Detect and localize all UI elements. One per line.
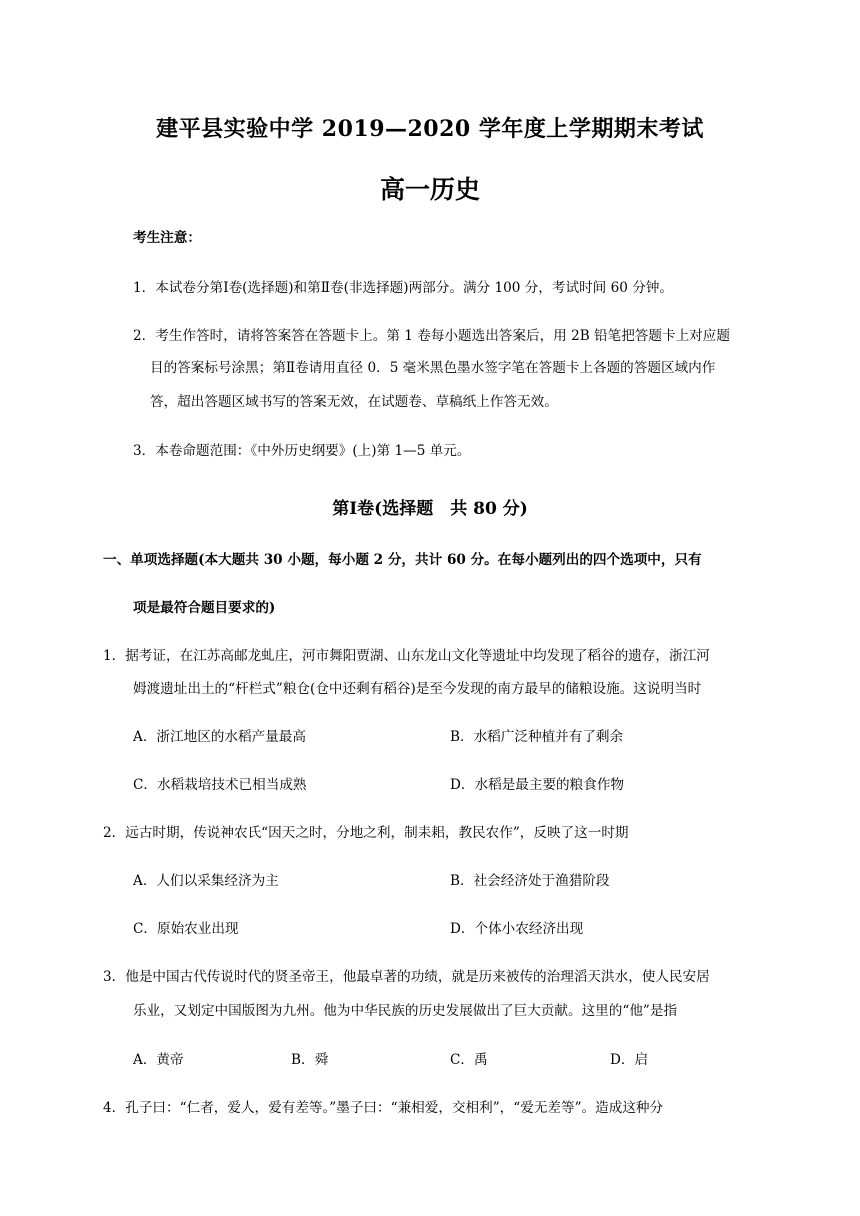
part-heading-line-2: 项是最符合题目要求的) [133, 600, 276, 616]
question-4-stem-line-1: 4．孔子曰：“仁者，爱人，爱有差等。”墨子曰：“兼相爱，交相利”，“爱无差等”。造成这种分 [103, 1100, 664, 1116]
question-1-option-a: A．浙江地区的水稻产量最高 [133, 729, 306, 745]
question-1-stem-line-1: 1．据考证，在江苏高邮龙虬庄，河市舞阳贾湖、山东龙山文化等遗址中均发现了稻谷的遗存，浙江河 [103, 648, 710, 664]
question-2-option-c: C．原始农业出现 [133, 921, 239, 937]
question-1-option-d: D．水稻是最主要的粮食作物 [450, 777, 625, 793]
notice-item-2-line-3: 答，超出答题区域书写的答案无效，在试题卷、草稿纸上作答无效。 [150, 394, 558, 410]
question-1-option-b: B．水稻广泛种植并有了剩余 [450, 729, 624, 745]
question-2-option-a: A．人们以采集经济为主 [133, 873, 279, 889]
question-2-option-b: B．社会经济处于渔猎阶段 [450, 873, 610, 889]
question-3-stem-line-1: 3．他是中国古代传说时代的贤圣帝王，他最卓著的功绩，就是历来被传的治理滔天洪水，使人民安居 [103, 969, 710, 985]
question-1-stem-line-2: 姆渡遗址出土的“杆栏式”粮仓(仓中还剩有稻谷)是至今发现的南方最早的储粮设施。这说明当时 [133, 681, 702, 697]
part-heading-line-1: 一、单项选择题(本大题共 30 小题，每小题 2 分，共计 60 分。在每小题列出的四个选项中，只有 [103, 552, 702, 568]
notice-item-1: 1．本试卷分第Ⅰ卷(选择题)和第Ⅱ卷(非选择题)两部分。满分 100 分，考试时间 60 分钟。 [133, 280, 673, 296]
exam-title: 建平县实验中学 2019—2020 学年度上学期期末考试 [156, 116, 704, 142]
question-3-option-d: D．启 [610, 1052, 649, 1068]
question-2-stem-line-1: 2．远古时期，传说神农氏“因天之时，分地之利，制耒耜，教民农作”，反映了这一时期 [103, 825, 629, 841]
question-2-option-d: D．个体小农经济出现 [450, 921, 584, 937]
notice-heading: 考生注意： [133, 230, 201, 246]
question-3-stem-line-2: 乐业，又划定中国版图为九州。他为中华民族的历史发展做出了巨大贡献。这里的“他”是指 [133, 1003, 678, 1019]
notice-item-2-line-2: 目的答案标号涂黑；第Ⅱ卷请用直径 0．5 毫米黑色墨水签字笔在答题卡上各题的答题区域内作 [150, 360, 716, 376]
subject-title: 高一历史 [379, 175, 480, 204]
question-1-option-c: C．水稻栽培技术已相当成熟 [133, 777, 307, 793]
notice-item-2-line-1: 2．考生作答时，请将答案答在答题卡上。第 1 卷每小题选出答案后，用 2B 铅笔把答题卡上对应题 [133, 328, 730, 344]
question-3-option-c: C．禹 [450, 1052, 488, 1068]
question-3-option-b: B．舜 [291, 1052, 329, 1068]
notice-item-3: 3．本卷命题范围：《中外历史纲要》(上)第 1—5 单元。 [133, 443, 471, 459]
section-title: 第Ⅰ卷(选择题 共 80 分) [332, 499, 528, 519]
question-3-option-a: A．黄帝 [133, 1052, 184, 1068]
